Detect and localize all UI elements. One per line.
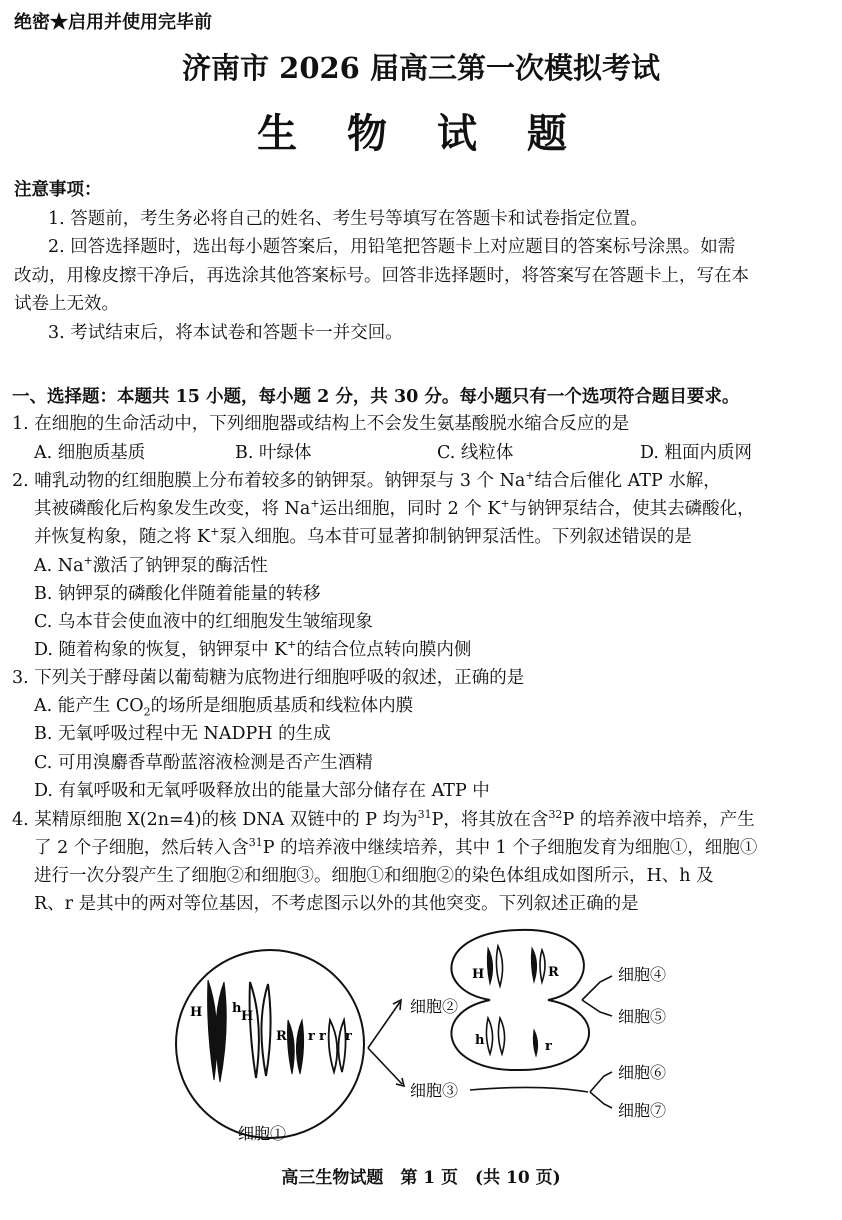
q3-option-b: B. 无氧呼吸过程中无 NADPH 的生成 — [34, 724, 331, 744]
q4-stem-line-3: 进行一次分裂产生了细胞②和细胞③。细胞①和细胞②的染色体组成如图所示，H、h 及 — [34, 866, 714, 886]
cell-5-label: 细胞⑤ — [618, 1007, 667, 1026]
arrow-to-cell4 — [582, 976, 612, 1000]
q2-stem-line-3: 并恢复构象，随之将 K+泵入细胞。乌本苷可显著抑制钠钾泵活性。下列叙述错误的是 — [34, 525, 692, 547]
label-r2-cell1: r — [319, 1029, 326, 1044]
cell-2-label: 细胞② — [410, 997, 459, 1016]
arrow-cell3-forward — [470, 1087, 588, 1092]
cell-1-label: 细胞① — [238, 1124, 287, 1143]
q2-option-a: A. Na+激活了钠钾泵的酶活性 — [34, 554, 268, 576]
arrow-to-cell3 — [368, 1048, 402, 1084]
cell-7-label: 细胞⑦ — [618, 1101, 667, 1120]
q1-option-d: D. 粗面内质网 — [640, 443, 753, 463]
arrow-to-cell6 — [590, 1072, 612, 1092]
label-r-cell2: r — [545, 1039, 552, 1054]
q3-stem: 3. 下列关于酵母菌以葡萄糖为底物进行细胞呼吸的叙述，正确的是 — [12, 668, 525, 688]
q2-option-d: D. 随着构象的恢复，钠钾泵中 K+的结合位点转向膜内侧 — [34, 638, 472, 660]
notice-item-2-cont: 改动，用橡皮擦干净后，再选涂其他答案标号。回答非选择题时，将答案写在答题卡上，写在本 — [14, 266, 749, 286]
arrow-to-cell7 — [590, 1092, 612, 1108]
cell-3-label: 细胞③ — [410, 1081, 459, 1100]
q3-option-a: A. 能产生 $CO_2$的场所是细胞质基质和线粒体内膜 — [34, 696, 414, 719]
notice-item-2-end: 试卷上无效。 — [14, 294, 119, 314]
chromosome-H-dark — [208, 980, 227, 1082]
label-R-cell1: R — [276, 1029, 287, 1044]
q1-option-a: A. 细胞质基质 — [34, 443, 146, 463]
notice-item-1: 1. 答题前，考生务必将自己的姓名、考生号等填写在答题卡和试卷指定位置。 — [48, 209, 648, 229]
arrow-to-cell2 — [368, 1002, 400, 1048]
q1-option-b: B. 叶绿体 — [235, 443, 312, 463]
q1-stem: 1. 在细胞的生命活动中，下列细胞器或结构上不会发生氨基酸脱水缩合反应的是 — [12, 414, 630, 434]
label-r3-cell1: r — [345, 1029, 352, 1044]
q4-stem-line-1: 4. 某精原细胞 X(2n=4)的核 DNA 双链中的 P 均为$^{31}$P，将其放在含$^{32}$P 的培养液中培养，产生 — [12, 808, 755, 830]
cell2-bottom-light — [486, 1018, 504, 1054]
cell-6-label: 细胞⑥ — [618, 1063, 667, 1082]
label-H-cell1: H — [190, 1005, 203, 1020]
notice-item-2: 2. 回答选择题时，选出每小题答案后，用铅笔把答题卡上对应题目的答案标号涂黑。如需 — [48, 237, 736, 257]
chromosome-r-light — [329, 1020, 346, 1072]
q4-stem-line-2: 了 2 个子细胞，然后转入含$^{31}$P 的培养液中继续培养，其中 1 个子细胞发育为细胞①，细胞① — [34, 836, 758, 858]
chromosome-h-light — [250, 982, 271, 1078]
page-footer: 高三生物试题 第 1 页 (共 10 页) — [281, 1168, 561, 1188]
q3-option-d: D. 有氧呼吸和无氧呼吸释放出的能量大部分储存在 ATP 中 — [34, 781, 490, 801]
label-h-cell1: h — [232, 1001, 242, 1016]
cell2-top-light — [496, 946, 545, 986]
cell2-bottom-dark — [533, 1030, 537, 1056]
label-h-cell2: h — [475, 1033, 485, 1048]
chromosome-figure — [0, 920, 842, 1155]
subject-title: 生 物 试 题 — [257, 110, 585, 157]
q2-stem-line-2: 其被磷酸化后构象发生改变，将 Na+运出细胞，同时 2 个 K+与钠钾泵结合，使其去磷酸化， — [34, 497, 755, 519]
chromosome-R-dark — [288, 1020, 304, 1074]
label-H-cell2: H — [472, 967, 485, 982]
q1-option-c: C. 线粒体 — [437, 443, 514, 463]
label-r-cell1: r — [308, 1029, 315, 1044]
notice-item-3: 3. 考试结束后，将本试卷和答题卡一并交回。 — [48, 323, 403, 343]
notice-heading: 注意事项： — [14, 180, 102, 200]
exam-title: 济南市 2026 届高三第一次模拟考试 — [182, 51, 660, 85]
arrow-to-cell5 — [582, 1000, 612, 1016]
cell2-top-dark — [487, 948, 536, 984]
q4-stem-line-4: R、r 是其中的两对等位基因，不考虑图示以外的其他突变。下列叙述正确的是 — [34, 894, 639, 914]
q3-option-c: C. 可用溴麝香草酚蓝溶液检测是否产生酒精 — [34, 753, 373, 773]
q2-stem-line-1: 2. 哺乳动物的红细胞膜上分布着较多的钠钾泵。钠钾泵与 3 个 Na+结合后催化 ATP 水解， — [12, 469, 721, 491]
section-heading: 一、选择题：本题共 15 小题，每小题 2 分，共 30 分。每小题只有一个选项符合题目要求。 — [12, 387, 740, 407]
q2-option-b: B. 钠钾泵的磷酸化伴随着能量的转移 — [34, 584, 321, 604]
label-H2-cell1: H — [241, 1009, 254, 1024]
dividing-cell-outline — [451, 930, 589, 1070]
cell-4-label: 细胞④ — [618, 965, 667, 984]
label-R-cell2: R — [548, 965, 559, 980]
q2-option-c: C. 乌本苷会使血液中的红细胞发生皱缩现象 — [34, 612, 373, 632]
confidential-label: 绝密★启用并使用完毕前 — [14, 12, 212, 33]
